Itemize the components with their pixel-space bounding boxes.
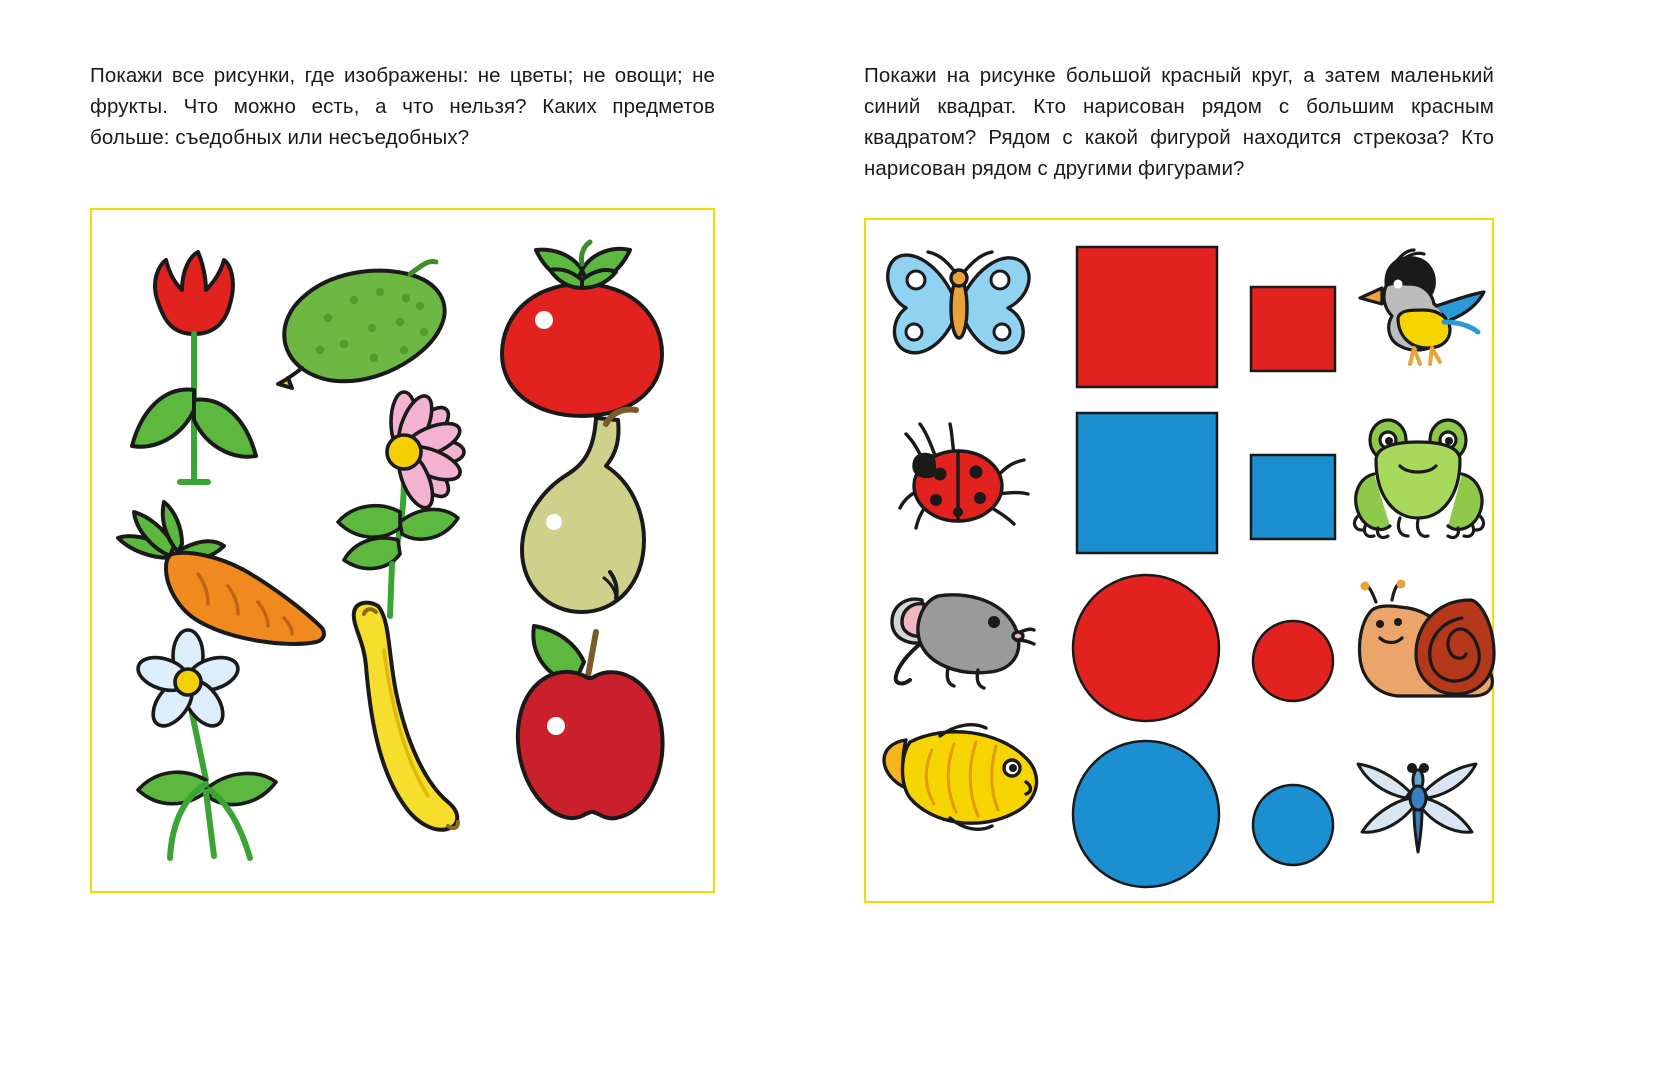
shape-big-red-square[interactable] <box>1074 244 1220 390</box>
picture-snail[interactable] <box>1352 582 1497 712</box>
picture-frog[interactable] <box>1352 412 1492 552</box>
picture-butterfly[interactable] <box>880 240 1040 370</box>
picture-banana[interactable] <box>320 590 470 850</box>
right-page <box>834 0 1668 1080</box>
picture-ladybug[interactable] <box>896 420 1031 530</box>
shape-big-blue-square[interactable] <box>1074 410 1220 556</box>
right-picture-frame <box>864 218 1494 903</box>
left-page <box>0 0 834 1080</box>
picture-apple[interactable] <box>500 622 680 832</box>
left-instruction-text: Покажи все рисунки, где изображены: не цветы; не овощи; не фрукты. Что можно есть, а что нельзя? Каких предметов больше: съедобных или несъедобных? <box>90 64 715 150</box>
picture-tulip[interactable] <box>120 250 260 510</box>
picture-narcissus[interactable] <box>110 630 300 870</box>
picture-bird[interactable] <box>1352 248 1487 373</box>
shape-big-red-circle[interactable] <box>1070 572 1222 724</box>
picture-pear[interactable] <box>508 406 678 626</box>
shape-small-red-square[interactable] <box>1248 284 1338 374</box>
left-picture-frame <box>90 208 715 893</box>
shape-small-blue-circle[interactable] <box>1250 782 1336 868</box>
picture-mouse[interactable] <box>882 560 1042 690</box>
picture-dragonfly[interactable] <box>1352 740 1492 860</box>
picture-tomato[interactable] <box>492 240 672 420</box>
shape-big-blue-circle[interactable] <box>1070 738 1222 890</box>
picture-cucumber[interactable] <box>268 258 458 398</box>
right-instruction-text: Покажи на рисунке большой красный круг, а затем маленький синий квадрат. Кто нарисован рядом с большим красным квадратом? Рядом с какой фигурой находится стрекоза? Кто нарисован рядом с другими фигурами? <box>864 64 1494 181</box>
picture-goldfish[interactable] <box>880 720 1050 840</box>
shape-small-blue-square[interactable] <box>1248 452 1338 542</box>
shape-small-red-circle[interactable] <box>1250 618 1336 704</box>
